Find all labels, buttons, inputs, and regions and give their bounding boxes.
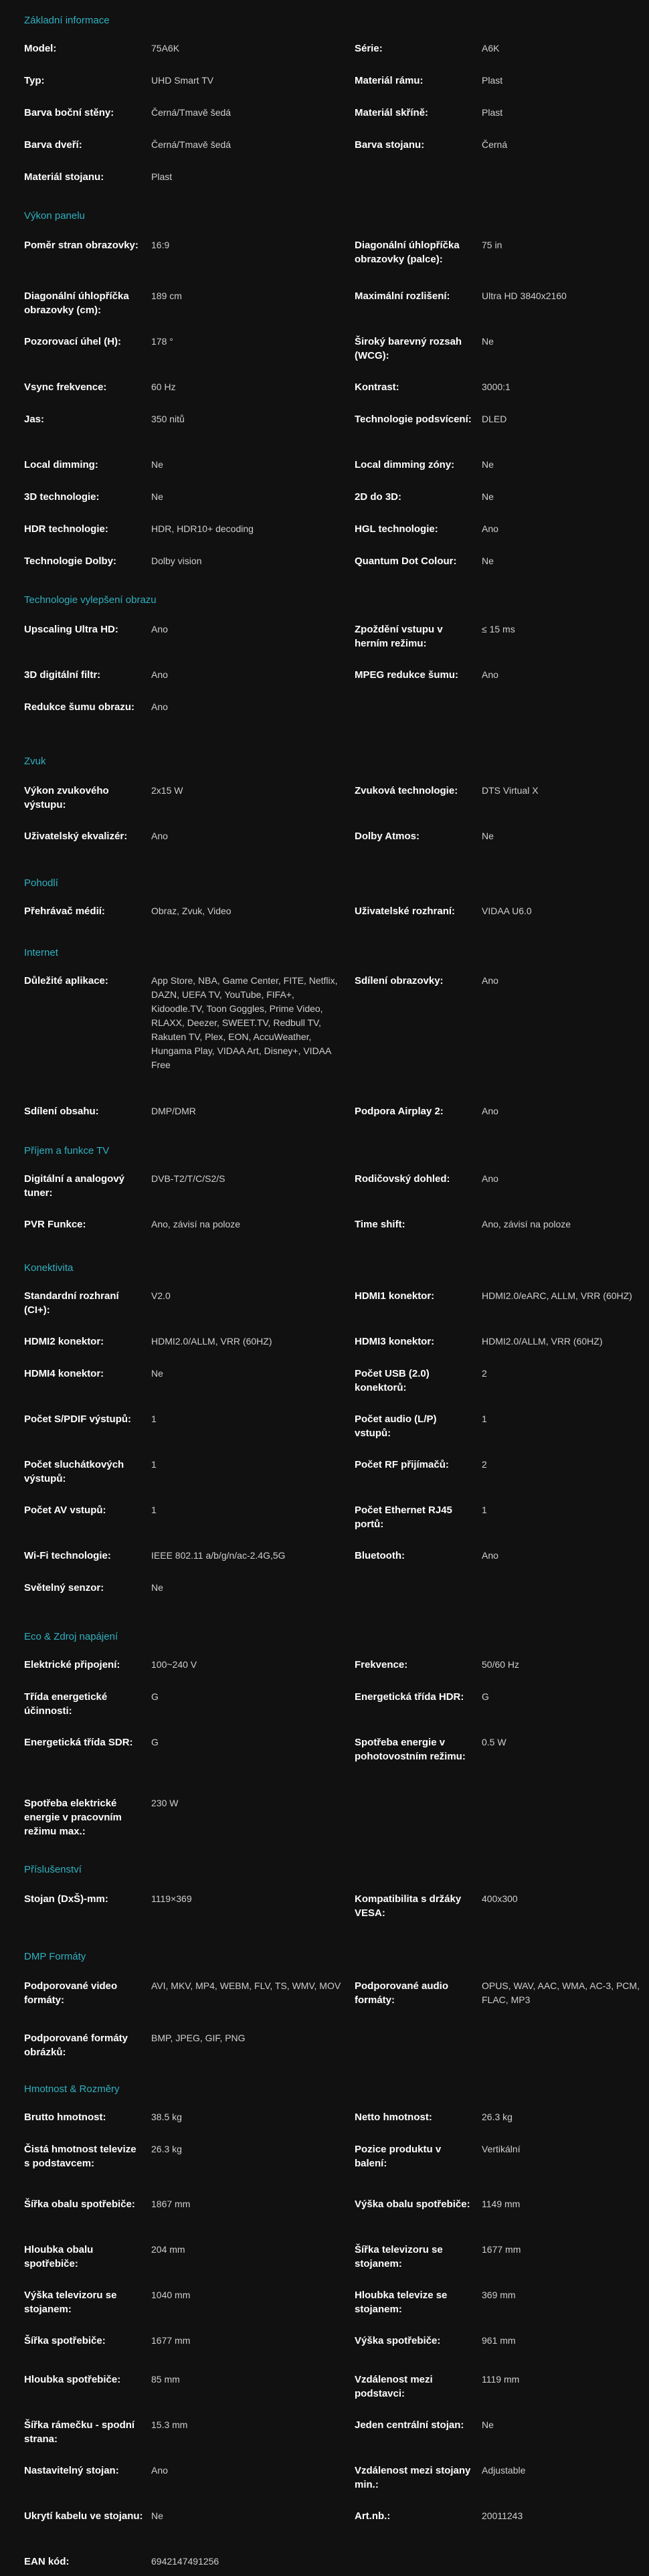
spec-value: 100~240 V [151, 1659, 197, 1670]
spec-value: 6942147491256 [151, 2556, 219, 2567]
spec-value: 0.5 W [482, 1737, 506, 1747]
spec-label: Nastavitelný stojan: [24, 2465, 119, 2476]
spec-value: G [482, 1691, 489, 1702]
spec-value: 1677 mm [482, 2244, 521, 2255]
section-title: Základní informace [24, 15, 110, 26]
spec-label: EAN kód: [24, 2556, 70, 2567]
spec-value: 60 Hz [151, 381, 176, 392]
spec-value: HDMI2.0/ALLM, VRR (60HZ) [151, 1336, 272, 1347]
spec-label: Sdílení obrazovky: [355, 975, 444, 986]
spec-label: Model: [24, 43, 57, 54]
spec-label: Výška televizoru se stojanem: [24, 2290, 117, 2315]
spec-label: Přehrávač médií: [24, 906, 105, 917]
spec-value: Ano [482, 523, 498, 534]
section-title: Výkon panelu [24, 210, 85, 222]
spec-label: Upscaling Ultra HD: [24, 624, 118, 635]
spec-value: AVI, MKV, MP4, WEBM, FLV, TS, WMV, MOV [151, 1980, 341, 1991]
spec-value: 1 [482, 1505, 487, 1515]
spec-value: 20011243 [482, 2510, 523, 2521]
spec-label: HDMI2 konektor: [24, 1336, 104, 1347]
spec-label: Sdílení obsahu: [24, 1106, 99, 1117]
spec-value: App Store, NBA, Game Center, FITE, Netflix, DAZN, UEFA TV, YouTube, FIFA+, Kidoodle.TV, Toon Goggles, Prime Video, RLAXX, Deezer, SWEET.TV, Redbull TV, Rakuten TV, Plex, EON, AccuWeather, Hungama Play, VIDAA Art, Disney+, VIDAA Free [151, 975, 338, 1070]
spec-label: 2D do 3D: [355, 491, 402, 503]
spec-label: Pozice produktu v balení: [355, 2144, 442, 2169]
spec-label: Poměr stran obrazovky: [24, 240, 138, 251]
spec-value: Ano [151, 669, 168, 680]
spec-value: 50/60 Hz [482, 1659, 520, 1670]
spec-value: Ano [151, 2465, 168, 2476]
spec-label: Materiál rámu: [355, 75, 424, 86]
spec-label: Pozorovací úhel (H): [24, 336, 122, 347]
spec-label: Diagonální úhlopříčka obrazovky (palce): [355, 240, 460, 265]
spec-label: Rodičovský dohled: [355, 1173, 450, 1185]
spec-label: Barva dveří: [24, 139, 82, 151]
spec-value: 85 mm [151, 2374, 180, 2385]
spec-label: Kontrast: [355, 381, 399, 393]
spec-label: Energetická třída SDR: [24, 1737, 133, 1748]
spec-label: Art.nb.: [355, 2510, 391, 2522]
spec-value: Ano [482, 669, 498, 680]
spec-label: Barva boční stěny: [24, 107, 114, 118]
spec-value: 16:9 [151, 240, 170, 250]
spec-value: 1 [151, 1413, 157, 1424]
spec-value: Ne [482, 2419, 494, 2430]
section-title: DMP Formáty [24, 1951, 86, 1962]
spec-label: Local dimming zóny: [355, 459, 455, 470]
spec-label: Technologie podsvícení: [355, 414, 472, 425]
spec-value: Černá/Tmavě šedá [151, 107, 231, 118]
spec-label: Počet audio (L/P) vstupů: [355, 1413, 437, 1439]
spec-value: 15.3 mm [151, 2419, 188, 2430]
spec-value: 3000:1 [482, 381, 511, 392]
spec-label: Počet Ethernet RJ45 portů: [355, 1505, 452, 1530]
spec-label: Série: [355, 43, 383, 54]
spec-value: VIDAA U6.0 [482, 906, 532, 916]
spec-label: Vzdálenost mezi podstavci: [355, 2374, 433, 2399]
spec-label: Uživatelský ekvalizér: [24, 831, 128, 842]
spec-value: 26.3 kg [482, 2112, 513, 2122]
spec-label: Redukce šumu obrazu: [24, 701, 135, 713]
spec-label: PVR Funkce: [24, 1219, 86, 1230]
spec-value: OPUS, WAV, AAC, WMA, AC-3, PCM, FLAC, MP3 [482, 1980, 640, 2005]
spec-value: Ne [482, 459, 494, 470]
spec-value: G [151, 1737, 159, 1747]
spec-label: Čistá hmotnost televize s podstavcem: [24, 2144, 136, 2169]
spec-label: Technologie Dolby: [24, 555, 117, 567]
spec-label: 3D digitální filtr: [24, 669, 101, 681]
spec-label: Počet S/PDIF výstupů: [24, 1413, 132, 1425]
spec-label: Hloubka obalu spotřebiče: [24, 2244, 94, 2269]
spec-value: Vertikální [482, 2144, 521, 2154]
spec-label: Hloubka televize se stojanem: [355, 2290, 448, 2315]
spec-label: Výkon zvukového výstupu: [24, 785, 109, 810]
spec-value: HDMI2.0/ALLM, VRR (60HZ) [482, 1336, 603, 1347]
spec-label: Maximální rozlišení: [355, 290, 450, 302]
spec-label: HDMI1 konektor: [355, 1290, 435, 1302]
spec-label: Podpora Airplay 2: [355, 1106, 444, 1117]
spec-label: Wi-Fi technologie: [24, 1550, 111, 1561]
spec-value: Ano [151, 624, 168, 634]
spec-value: UHD Smart TV [151, 75, 214, 86]
spec-label: Třída energetické účinnosti: [24, 1691, 108, 1717]
spec-label: Spotřeba elektrické energie v pracovním režimu max.: [24, 1798, 122, 1837]
spec-label: Uživatelské rozhraní: [355, 906, 456, 917]
spec-value: Ano, závisí na poloze [151, 1219, 241, 1229]
spec-value: 2 [482, 1459, 487, 1470]
spec-value: 1 [482, 1413, 487, 1424]
spec-value: Ne [151, 459, 163, 470]
spec-value: 1119×369 [151, 1893, 192, 1904]
spec-value: Ano, závisí na poloze [482, 1219, 571, 1229]
spec-value: 1867 mm [151, 2199, 191, 2209]
spec-value: 961 mm [482, 2335, 516, 2346]
spec-label: Počet RF přijímačů: [355, 1459, 449, 1470]
section-title: Internet [24, 947, 58, 958]
spec-value: A6K [482, 43, 500, 54]
spec-label: Brutto hmotnost: [24, 2112, 106, 2123]
spec-label: Jeden centrální stojan: [355, 2419, 464, 2431]
spec-label: Bluetooth: [355, 1550, 405, 1561]
spec-label: HDR technologie: [24, 523, 108, 535]
spec-value: 2 [482, 1368, 487, 1379]
spec-value: Ne [482, 491, 494, 502]
spec-value: Ne [151, 1368, 163, 1379]
spec-value: Adjustable [482, 2465, 526, 2476]
spec-value: Plast [151, 171, 173, 182]
spec-value: Ano [151, 831, 168, 841]
spec-value: Černá/Tmavě šedá [151, 139, 231, 150]
spec-value: G [151, 1691, 159, 1702]
spec-label: Vzdálenost mezi stojany min.: [355, 2465, 471, 2490]
spec-value: Ano [482, 1173, 498, 1184]
spec-value: 75A6K [151, 43, 180, 54]
spec-value: Černá [482, 139, 508, 150]
spec-value: HDR, HDR10+ decoding [151, 523, 254, 534]
spec-value: 369 mm [482, 2290, 516, 2300]
spec-label: Šířka obalu spotřebiče: [24, 2199, 135, 2210]
spec-label: Kompatibilita s držáky VESA: [355, 1893, 462, 1919]
spec-value: 38.5 kg [151, 2112, 182, 2122]
spec-value: Plast [482, 107, 503, 118]
spec-label: Světelný senzor: [24, 1582, 104, 1594]
spec-label: Jas: [24, 414, 45, 425]
spec-value: Ne [482, 336, 494, 347]
spec-label: Materiál skříně: [355, 107, 429, 118]
spec-value: Plast [482, 75, 503, 86]
spec-label: Zpoždění vstupu v herním režimu: [355, 624, 443, 649]
spec-value: BMP, JPEG, GIF, PNG [151, 2033, 246, 2043]
spec-value: Ne [151, 491, 163, 502]
section-title: Hmotnost & Rozměry [24, 2083, 120, 2095]
spec-value: DMP/DMR [151, 1106, 196, 1116]
spec-value: 75 in [482, 240, 502, 250]
spec-value: 2x15 W [151, 785, 183, 796]
spec-value: 204 mm [151, 2244, 185, 2255]
spec-value: 230 W [151, 1798, 179, 1808]
spec-label: Local dimming: [24, 459, 98, 470]
spec-label: Netto hmotnost: [355, 2112, 432, 2123]
spec-label: Šířka spotřebiče: [24, 2335, 106, 2346]
spec-label: Time shift: [355, 1219, 405, 1230]
spec-label: Ukrytí kabelu ve stojanu: [24, 2510, 143, 2522]
section-title: Příjem a funkce TV [24, 1145, 110, 1156]
section-title: Technologie vylepšení obrazu [24, 594, 157, 606]
spec-label: 3D technologie: [24, 491, 100, 503]
spec-value: Ano [151, 701, 168, 712]
spec-label: Vsync frekvence: [24, 381, 107, 393]
spec-value: 1677 mm [151, 2335, 191, 2346]
spec-label: Materiál stojanu: [24, 171, 104, 183]
spec-value: 1 [151, 1505, 157, 1515]
section-title: Příslušenství [24, 1864, 82, 1875]
spec-value: IEEE 802.11 a/b/g/n/ac-2.4G,5G [151, 1550, 286, 1561]
spec-label: Šířka rámečku - spodní strana: [24, 2419, 135, 2445]
spec-value: HDMI2.0/eARC, ALLM, VRR (60HZ) [482, 1290, 632, 1301]
spec-value: 1119 mm [482, 2374, 520, 2385]
spec-label: Šířka televizoru se stojanem: [355, 2244, 443, 2269]
spec-label: Široký barevný rozsah (WCG): [355, 336, 462, 361]
spec-label: Typ: [24, 75, 45, 86]
spec-label: Dolby Atmos: [355, 831, 420, 842]
spec-value: Dolby vision [151, 555, 202, 566]
spec-label: Digitální a analogový tuner: [24, 1173, 125, 1199]
spec-value: 1040 mm [151, 2290, 191, 2300]
spec-label: Standardní rozhraní (CI+): [24, 1290, 119, 1316]
spec-value: Ultra HD 3840x2160 [482, 290, 567, 301]
spec-value: 189 cm [151, 290, 182, 301]
section-title: Konektivita [24, 1262, 74, 1274]
spec-label: Energetická třída HDR: [355, 1691, 464, 1703]
spec-label: Podporované audio formáty: [355, 1980, 449, 2006]
spec-value: Ne [151, 2510, 163, 2521]
spec-label: Barva stojanu: [355, 139, 425, 151]
spec-label: Výška obalu spotřebiče: [355, 2199, 470, 2210]
spec-value: 1149 mm [482, 2199, 521, 2209]
spec-value: Obraz, Zvuk, Video [151, 906, 231, 916]
spec-label: Podporované formáty obrázků: [24, 2033, 128, 2058]
spec-label: Důležité aplikace: [24, 975, 108, 986]
spec-label: HDMI4 konektor: [24, 1368, 104, 1379]
spec-label: Podporované video formáty: [24, 1980, 118, 2006]
spec-label: Frekvence: [355, 1659, 408, 1670]
spec-label: Hloubka spotřebiče: [24, 2374, 121, 2385]
spec-label: HGL technologie: [355, 523, 438, 535]
spec-value: Ne [482, 555, 494, 566]
spec-value: V2.0 [151, 1290, 171, 1301]
spec-label: Diagonální úhlopříčka obrazovky (cm): [24, 290, 129, 316]
spec-value: Ano [482, 975, 498, 986]
section-title: Zvuk [24, 756, 46, 767]
spec-label: Počet AV vstupů: [24, 1505, 106, 1516]
spec-label: Výška spotřebiče: [355, 2335, 441, 2346]
spec-value: DTS Virtual X [482, 785, 539, 796]
spec-label: Stojan (DxŠ)-mm: [24, 1893, 108, 1905]
spec-value: ≤ 15 ms [482, 624, 515, 634]
spec-label: Zvuková technologie: [355, 785, 458, 796]
spec-value: Ne [151, 1582, 163, 1593]
spec-value: 400x300 [482, 1893, 518, 1904]
spec-label: HDMI3 konektor: [355, 1336, 435, 1347]
spec-label: Spotřeba energie v pohotovostním režimu: [355, 1737, 466, 1762]
spec-value: 350 nitů [151, 414, 185, 424]
spec-value: 178 ° [151, 336, 173, 347]
spec-label: MPEG redukce šumu: [355, 669, 459, 681]
spec-value: DLED [482, 414, 507, 424]
spec-value: Ano [482, 1106, 498, 1116]
spec-value: DVB-T2/T/C/S2/S [151, 1173, 225, 1184]
spec-label: Počet sluchátkových výstupů: [24, 1459, 124, 1484]
spec-label: Elektrické připojení: [24, 1659, 120, 1670]
spec-label: Quantum Dot Colour: [355, 555, 457, 567]
spec-value: 1 [151, 1459, 157, 1470]
section-title: Eco & Zdroj napájení [24, 1631, 118, 1642]
spec-label: Počet USB (2.0) konektorů: [355, 1368, 430, 1393]
spec-value: 26.3 kg [151, 2144, 182, 2154]
spec-value: Ne [482, 831, 494, 841]
spec-value: Ano [482, 1550, 498, 1561]
section-title: Pohodlí [24, 877, 58, 889]
